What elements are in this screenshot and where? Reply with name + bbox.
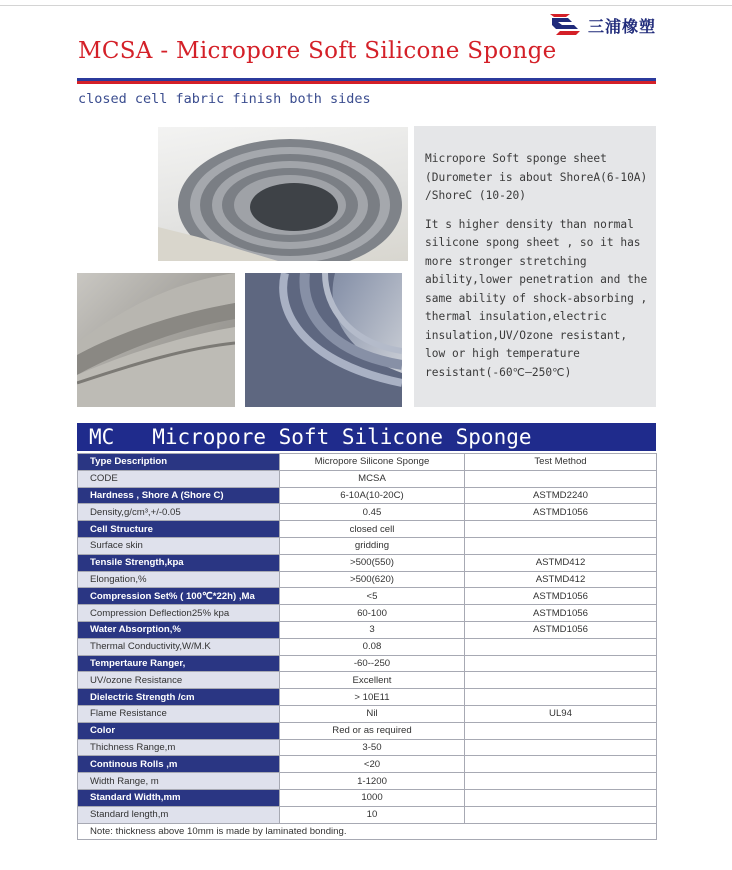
row-value: -60--250 <box>280 655 465 672</box>
product-photo-sheets <box>77 273 235 407</box>
row-method: ASTMD1056 <box>465 588 657 605</box>
row-method <box>465 689 657 706</box>
table-row <box>78 571 657 588</box>
table-row <box>78 537 657 554</box>
row-label: Tempertaure Ranger, <box>78 655 280 672</box>
row-label: Surface skin <box>78 537 280 554</box>
table-row <box>78 621 657 638</box>
header-label: Type Description <box>78 454 280 471</box>
row-label: Tensile Strength,kpa <box>78 554 280 571</box>
table-row <box>78 554 657 571</box>
row-method: ASTMD1056 <box>465 605 657 622</box>
table-row <box>78 487 657 504</box>
table-row <box>78 638 657 655</box>
row-label: Thichness Range,m <box>78 739 280 756</box>
row-method <box>465 672 657 689</box>
table-row <box>78 756 657 773</box>
page-subtitle: closed cell fabric finish both sides <box>78 91 371 107</box>
row-method <box>465 638 657 655</box>
row-value: Nil <box>280 705 465 722</box>
row-method: ASTMD1056 <box>465 621 657 638</box>
table-row <box>78 789 657 806</box>
row-method: ASTMD412 <box>465 571 657 588</box>
row-label: Thermal Conductivity,W/M.K <box>78 638 280 655</box>
row-method <box>465 470 657 487</box>
brand-logo <box>548 12 656 38</box>
row-label: UV/ozone Resistance <box>78 672 280 689</box>
table-row <box>78 722 657 739</box>
row-label: Water Absorption,% <box>78 621 280 638</box>
row-value: <5 <box>280 588 465 605</box>
header-value: Micropore Silicone Sponge <box>280 454 465 471</box>
row-method <box>465 773 657 790</box>
row-method: ASTMD1056 <box>465 504 657 521</box>
row-value: > 10E11 <box>280 689 465 706</box>
row-method <box>465 806 657 823</box>
row-label: Color <box>78 722 280 739</box>
row-label: Flame Resistance <box>78 705 280 722</box>
table-row <box>78 705 657 722</box>
row-value: 10 <box>280 806 465 823</box>
row-method <box>465 722 657 739</box>
row-value: >500(620) <box>280 571 465 588</box>
table-row <box>78 605 657 622</box>
row-method <box>465 789 657 806</box>
row-value: 6-10A(10-20C) <box>280 487 465 504</box>
table-row <box>78 672 657 689</box>
title-underline-red <box>77 81 656 84</box>
row-value: Excellent <box>280 672 465 689</box>
header-method: Test Method <box>465 454 657 471</box>
table-row <box>78 739 657 756</box>
top-rule <box>0 5 732 6</box>
product-photo-layers <box>245 273 402 407</box>
row-label: Width Range, m <box>78 773 280 790</box>
row-label: Dielectric Strength /cm <box>78 689 280 706</box>
row-label: Standard length,m <box>78 806 280 823</box>
row-value: 1-1200 <box>280 773 465 790</box>
row-label: Elongation,% <box>78 571 280 588</box>
row-method: UL94 <box>465 705 657 722</box>
row-label: Density,g/cm³,+/-0.05 <box>78 504 280 521</box>
row-value: <20 <box>280 756 465 773</box>
table-row <box>78 655 657 672</box>
table-row <box>78 806 657 823</box>
row-label: CODE <box>78 470 280 487</box>
row-value: 60-100 <box>280 605 465 622</box>
description-paragraph-2: It s higher density than normal silicone spong sheet , so it has more stronger stretching ability,lower penetration and the same ability of shock-absorbing , thermal insulation,electric insulation,UV/Ozone resistant, low or high temperature resistant(-60℃—250℃) <box>425 217 648 379</box>
row-value: MCSA <box>280 470 465 487</box>
table-row <box>78 504 657 521</box>
row-value: closed cell <box>280 521 465 538</box>
row-label: Compression Deflection25% kpa <box>78 605 280 622</box>
row-method <box>465 756 657 773</box>
table-row <box>78 470 657 487</box>
table-header-row <box>78 454 657 471</box>
row-method <box>465 537 657 554</box>
row-value: 1000 <box>280 789 465 806</box>
table-row <box>78 773 657 790</box>
spec-table-title: MC Micropore Soft Silicone Sponge <box>77 423 656 451</box>
row-value: 3 <box>280 621 465 638</box>
row-label: Compression Set% ( 100℃*22h) ,Ma <box>78 588 280 605</box>
page-title: MCSA - Micropore Soft Silicone Sponge <box>78 38 557 64</box>
logo-icon <box>548 12 584 38</box>
row-method <box>465 655 657 672</box>
row-method: ASTMD412 <box>465 554 657 571</box>
row-value: gridding <box>280 537 465 554</box>
row-label: Hardness , Shore A (Shore C) <box>78 487 280 504</box>
row-value: >500(550) <box>280 554 465 571</box>
row-method: ASTMD2240 <box>465 487 657 504</box>
row-label: Cell Structure <box>78 521 280 538</box>
table-row <box>78 521 657 538</box>
row-value: Red or as required <box>280 722 465 739</box>
description-paragraph-1: Micropore Soft sponge sheet (Durometer is about ShoreA(6-10A) /ShoreC (10-20) <box>425 152 648 202</box>
table-row <box>78 588 657 605</box>
row-method <box>465 521 657 538</box>
row-value: 0.08 <box>280 638 465 655</box>
table-note: Note: thickness above 10mm is made by laminated bonding. <box>78 823 657 840</box>
table-note-row <box>78 823 657 840</box>
brand-name: 三浦橡塑 <box>588 16 657 36</box>
row-value: 3-50 <box>280 739 465 756</box>
row-label: Standard Width,mm <box>78 789 280 806</box>
row-label: Continous Rolls ,m <box>78 756 280 773</box>
description-panel <box>414 126 656 407</box>
row-value: 0.45 <box>280 504 465 521</box>
row-method <box>465 739 657 756</box>
spec-table <box>77 453 657 840</box>
table-row <box>78 689 657 706</box>
product-photo-roll <box>158 127 408 261</box>
